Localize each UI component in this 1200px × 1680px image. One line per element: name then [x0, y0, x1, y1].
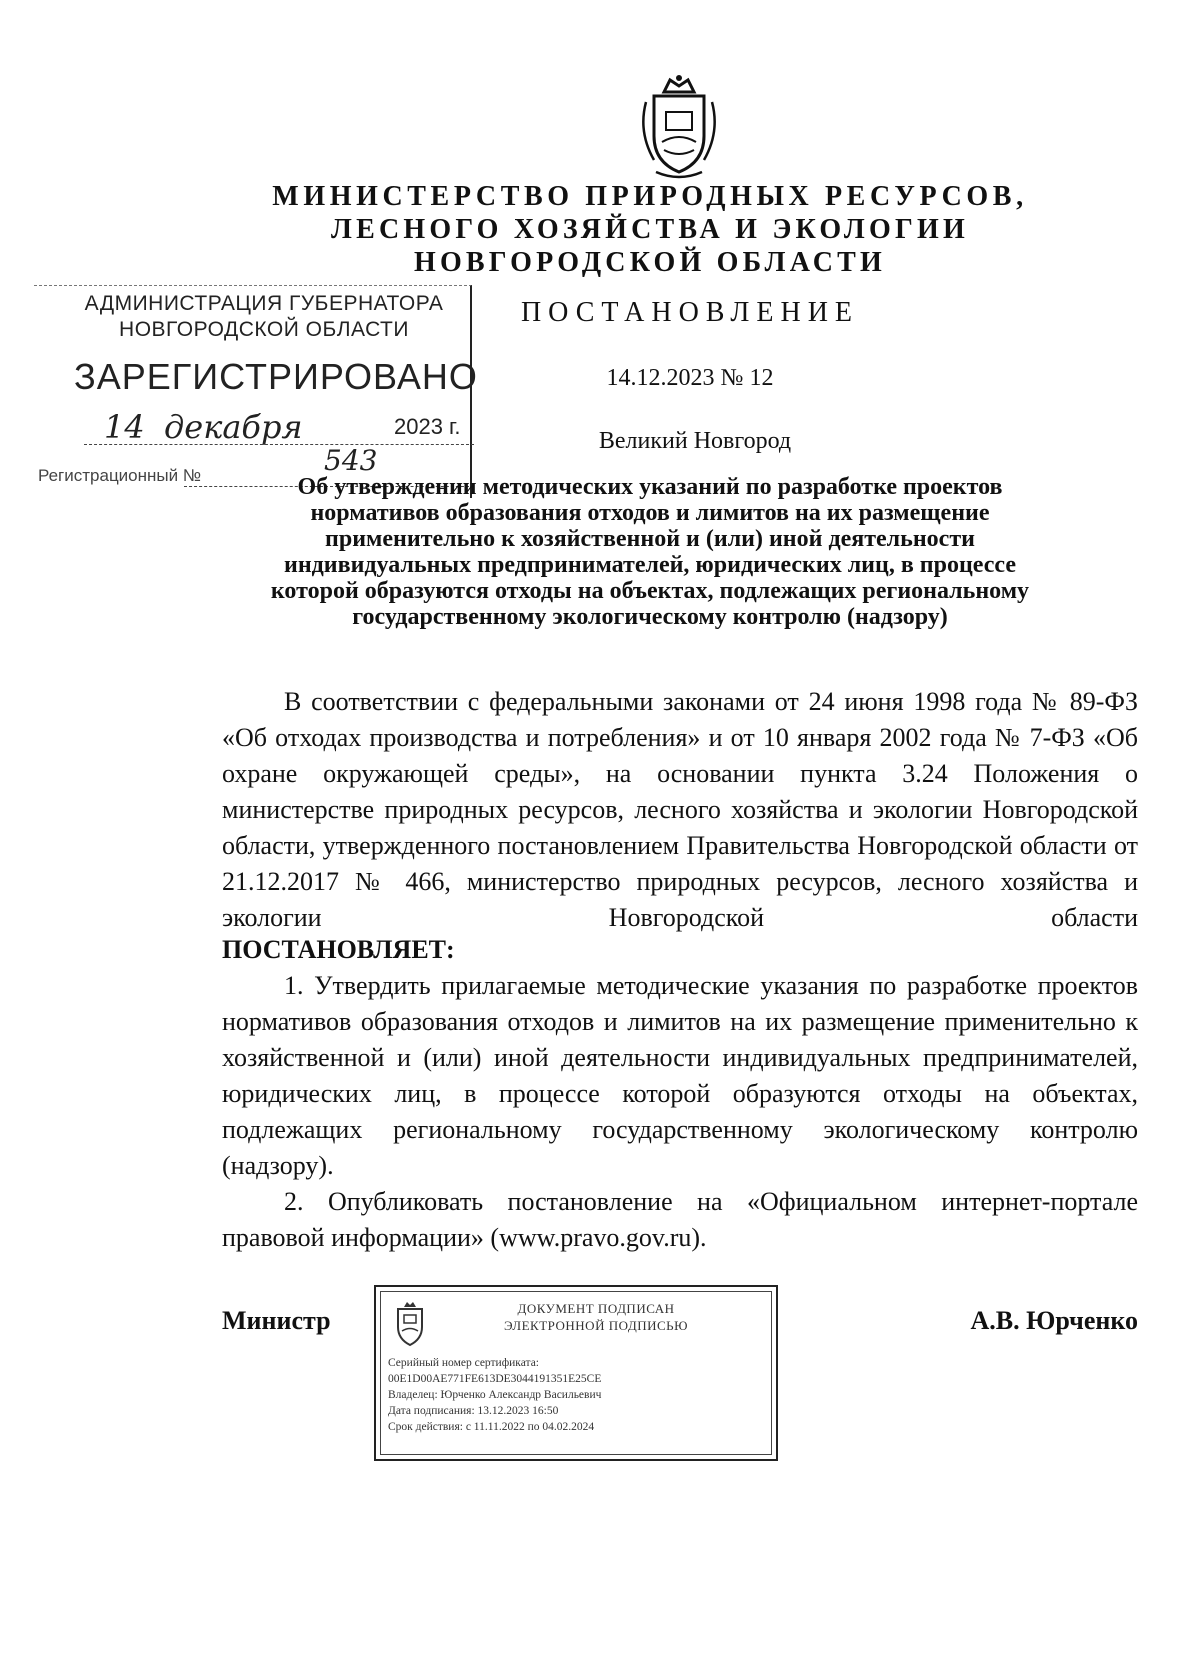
- stamp-status: ЗАРЕГИСТРИРОВАНО: [74, 356, 478, 397]
- preamble-paragraph: В соответствии с федеральными законами от 24 июня 1998 года № 89-ФЗ «Об отходах производства и потребления» и от 10 января 2002 года № 7-ФЗ «Об охране окружающей среды», на основании пункта 3.24 Положения о министерстве природных ресурсов, лесного хозяйства и экологии Новгородской области, утвержденного постановлением Правительства Новгородской области от 21.12.2017 № 466, министерство природных ресурсов, лесного хозяйства и экологии Новгородской области: [222, 687, 1138, 932]
- item-2-section: [222, 1184, 1138, 1256]
- stamp-date: [64, 408, 474, 448]
- title-line-1: Об утверждении методических указаний по разработке проектов: [297, 474, 1003, 500]
- stamp-day: 14: [104, 408, 145, 446]
- document-date-number: 14.12.2023 № 12: [606, 365, 774, 391]
- decree-word: ПОСТАНОВЛЯЕТ:: [222, 935, 455, 964]
- registration-stamp: [34, 285, 478, 498]
- esig-owner: Владелец: Юрченко Александр Васильевич: [388, 1389, 602, 1401]
- stamp-line-1: АДМИНИСТРАЦИЯ ГУБЕРНАТОРА: [84, 292, 444, 315]
- esig-serial: 00E1D00AE771FE613DE3044191351E25CE: [388, 1373, 602, 1385]
- ministry-name-line-2: ЛЕСНОГО ХОЗЯЙСТВА И ЭКОЛОГИИ: [331, 214, 969, 245]
- novgorod-coat-of-arms-icon: [634, 72, 724, 182]
- ministry-name-line-1: МИНИСТЕРСТВО ПРИРОДНЫХ РЕСУРСОВ,: [272, 181, 1028, 212]
- esig-header-2: ЭЛЕКТРОННОЙ ПОДПИСЬЮ: [504, 1318, 688, 1333]
- title-line-6: государственному экологическому контролю (надзору): [352, 604, 948, 630]
- document-title: [215, 474, 1085, 630]
- item-1-paragraph: 1. Утвердить прилагаемые методические указания по разработке проектов нормативов образования отходов и лимитов на их размещение применительно к хозяйственной и (или) иной деятельности индивидуальных предпринимателей, юридических лиц, в процессе которой образуются отходы на объектах, подлежащих региональному государственному экологическому контролю (надзору).: [222, 971, 1138, 1180]
- title-line-3: применительно к хозяйственной и (или) иной деятельности: [325, 526, 975, 552]
- esig-validity: Срок действия: с 11.11.2022 по 04.02.2024: [388, 1421, 595, 1433]
- signer-name: А.В. Юрченко: [970, 1306, 1138, 1335]
- esig-signed-date: Дата подписания: 13.12.2023 16:50: [388, 1405, 559, 1417]
- item-2-paragraph: 2. Опубликовать постановление на «Официальном интернет-портале правовой информации» (www.pravo.gov.ru).: [222, 1187, 1138, 1252]
- stamp-month: декабря: [164, 408, 303, 446]
- stamp-reg-label: Регистрационный №: [38, 466, 202, 485]
- item-1-section: [222, 968, 1138, 1184]
- esig-emblem-icon: [390, 1299, 430, 1347]
- signer-title: Министр: [222, 1306, 331, 1335]
- ministry-name-line-3: НОВГОРОДСКОЙ ОБЛАСТИ: [413, 247, 887, 278]
- title-line-2: нормативов образования отходов и лимитов на их размещение: [310, 500, 990, 526]
- stamp-year: 2023 г.: [394, 414, 461, 439]
- esig-serial-label: Серийный номер сертификата:: [388, 1357, 539, 1369]
- electronic-signature-stamp: [374, 1285, 778, 1461]
- document-city: Великий Новгород: [598, 428, 792, 454]
- document-type: ПОСТАНОВЛЕНИЕ: [520, 297, 860, 328]
- stamp-date-line: [84, 444, 474, 445]
- title-line-5: которой образуются отходы на объектах, подлежащих региональному: [270, 578, 1030, 604]
- title-line-4: индивидуальных предпринимателей, юридических лиц, в процессе: [284, 552, 1016, 578]
- esig-header-1: ДОКУМЕНТ ПОДПИСАН: [517, 1301, 675, 1316]
- stamp-reg-number: 543: [324, 444, 378, 477]
- stamp-line-2: НОВГОРОДСКОЙ ОБЛАСТИ: [119, 318, 409, 341]
- preamble-section: [222, 684, 1138, 936]
